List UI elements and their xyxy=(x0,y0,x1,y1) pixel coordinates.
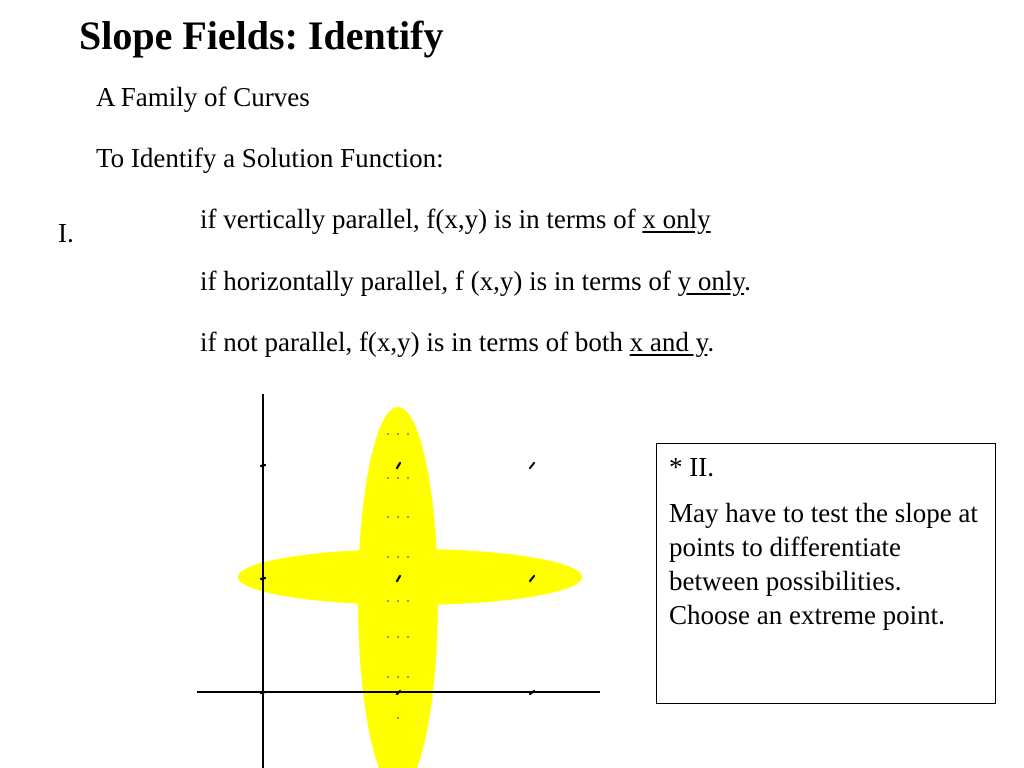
section-marker-one: I. xyxy=(58,218,74,248)
dot-mark xyxy=(387,477,389,479)
dot-mark xyxy=(407,516,409,518)
dot-mark xyxy=(397,636,399,638)
dot-mark xyxy=(387,556,389,558)
rule-vertical-term: x only xyxy=(642,204,711,234)
slope-mark xyxy=(261,692,265,693)
dot-mark xyxy=(387,636,389,638)
dot-mark xyxy=(397,676,399,678)
dot-mark xyxy=(397,717,399,719)
slope-mark xyxy=(261,465,265,466)
highlight-shapes xyxy=(238,407,582,768)
note-body: May have to test the slope at points to differentiate between possibilities. Choose an extreme point. xyxy=(669,498,978,630)
slope-mark xyxy=(530,463,534,468)
rule-vertical xyxy=(200,202,711,236)
dot-mark xyxy=(397,433,399,435)
dot-mark xyxy=(397,600,399,602)
dot-mark xyxy=(387,433,389,435)
note-heading: * II. xyxy=(669,452,714,482)
intro-text: To Identify a Solution Function: xyxy=(96,143,444,173)
dot-mark xyxy=(407,433,409,435)
slope-mark xyxy=(261,578,265,579)
dot-mark xyxy=(397,516,399,518)
rule-not-parallel-text: if not parallel, f(x,y) is in terms of both xyxy=(200,327,630,357)
rule-not-parallel-term: x and y xyxy=(629,327,708,357)
rule-vertical-text: if vertically parallel, f(x,y) is in terms of xyxy=(200,204,643,234)
slope-field-graph xyxy=(195,392,605,768)
dot-mark xyxy=(407,600,409,602)
slide-title: Slope Fields: Identify xyxy=(79,13,444,58)
subtitle: A Family of Curves xyxy=(96,82,310,112)
dot-mark xyxy=(397,556,399,558)
dot-mark xyxy=(407,676,409,678)
dot-mark xyxy=(407,636,409,638)
dot-mark xyxy=(387,600,389,602)
dot-mark xyxy=(407,477,409,479)
highlight-horizontal-ellipse xyxy=(238,549,582,605)
rule-horizontal-term: y only xyxy=(677,266,745,296)
rule-horizontal-text: if horizontally parallel, f (x,y) is in terms of xyxy=(200,266,678,296)
dot-mark xyxy=(407,556,409,558)
dot-mark xyxy=(387,676,389,678)
note-box-two xyxy=(656,443,996,704)
note-spacer xyxy=(669,484,983,496)
dot-mark xyxy=(397,477,399,479)
rule-horizontal xyxy=(200,264,751,298)
rule-not-parallel xyxy=(200,325,714,359)
rule-horizontal-suffix: . xyxy=(744,266,751,296)
dot-mark xyxy=(387,516,389,518)
rule-not-parallel-suffix: . xyxy=(707,327,715,357)
